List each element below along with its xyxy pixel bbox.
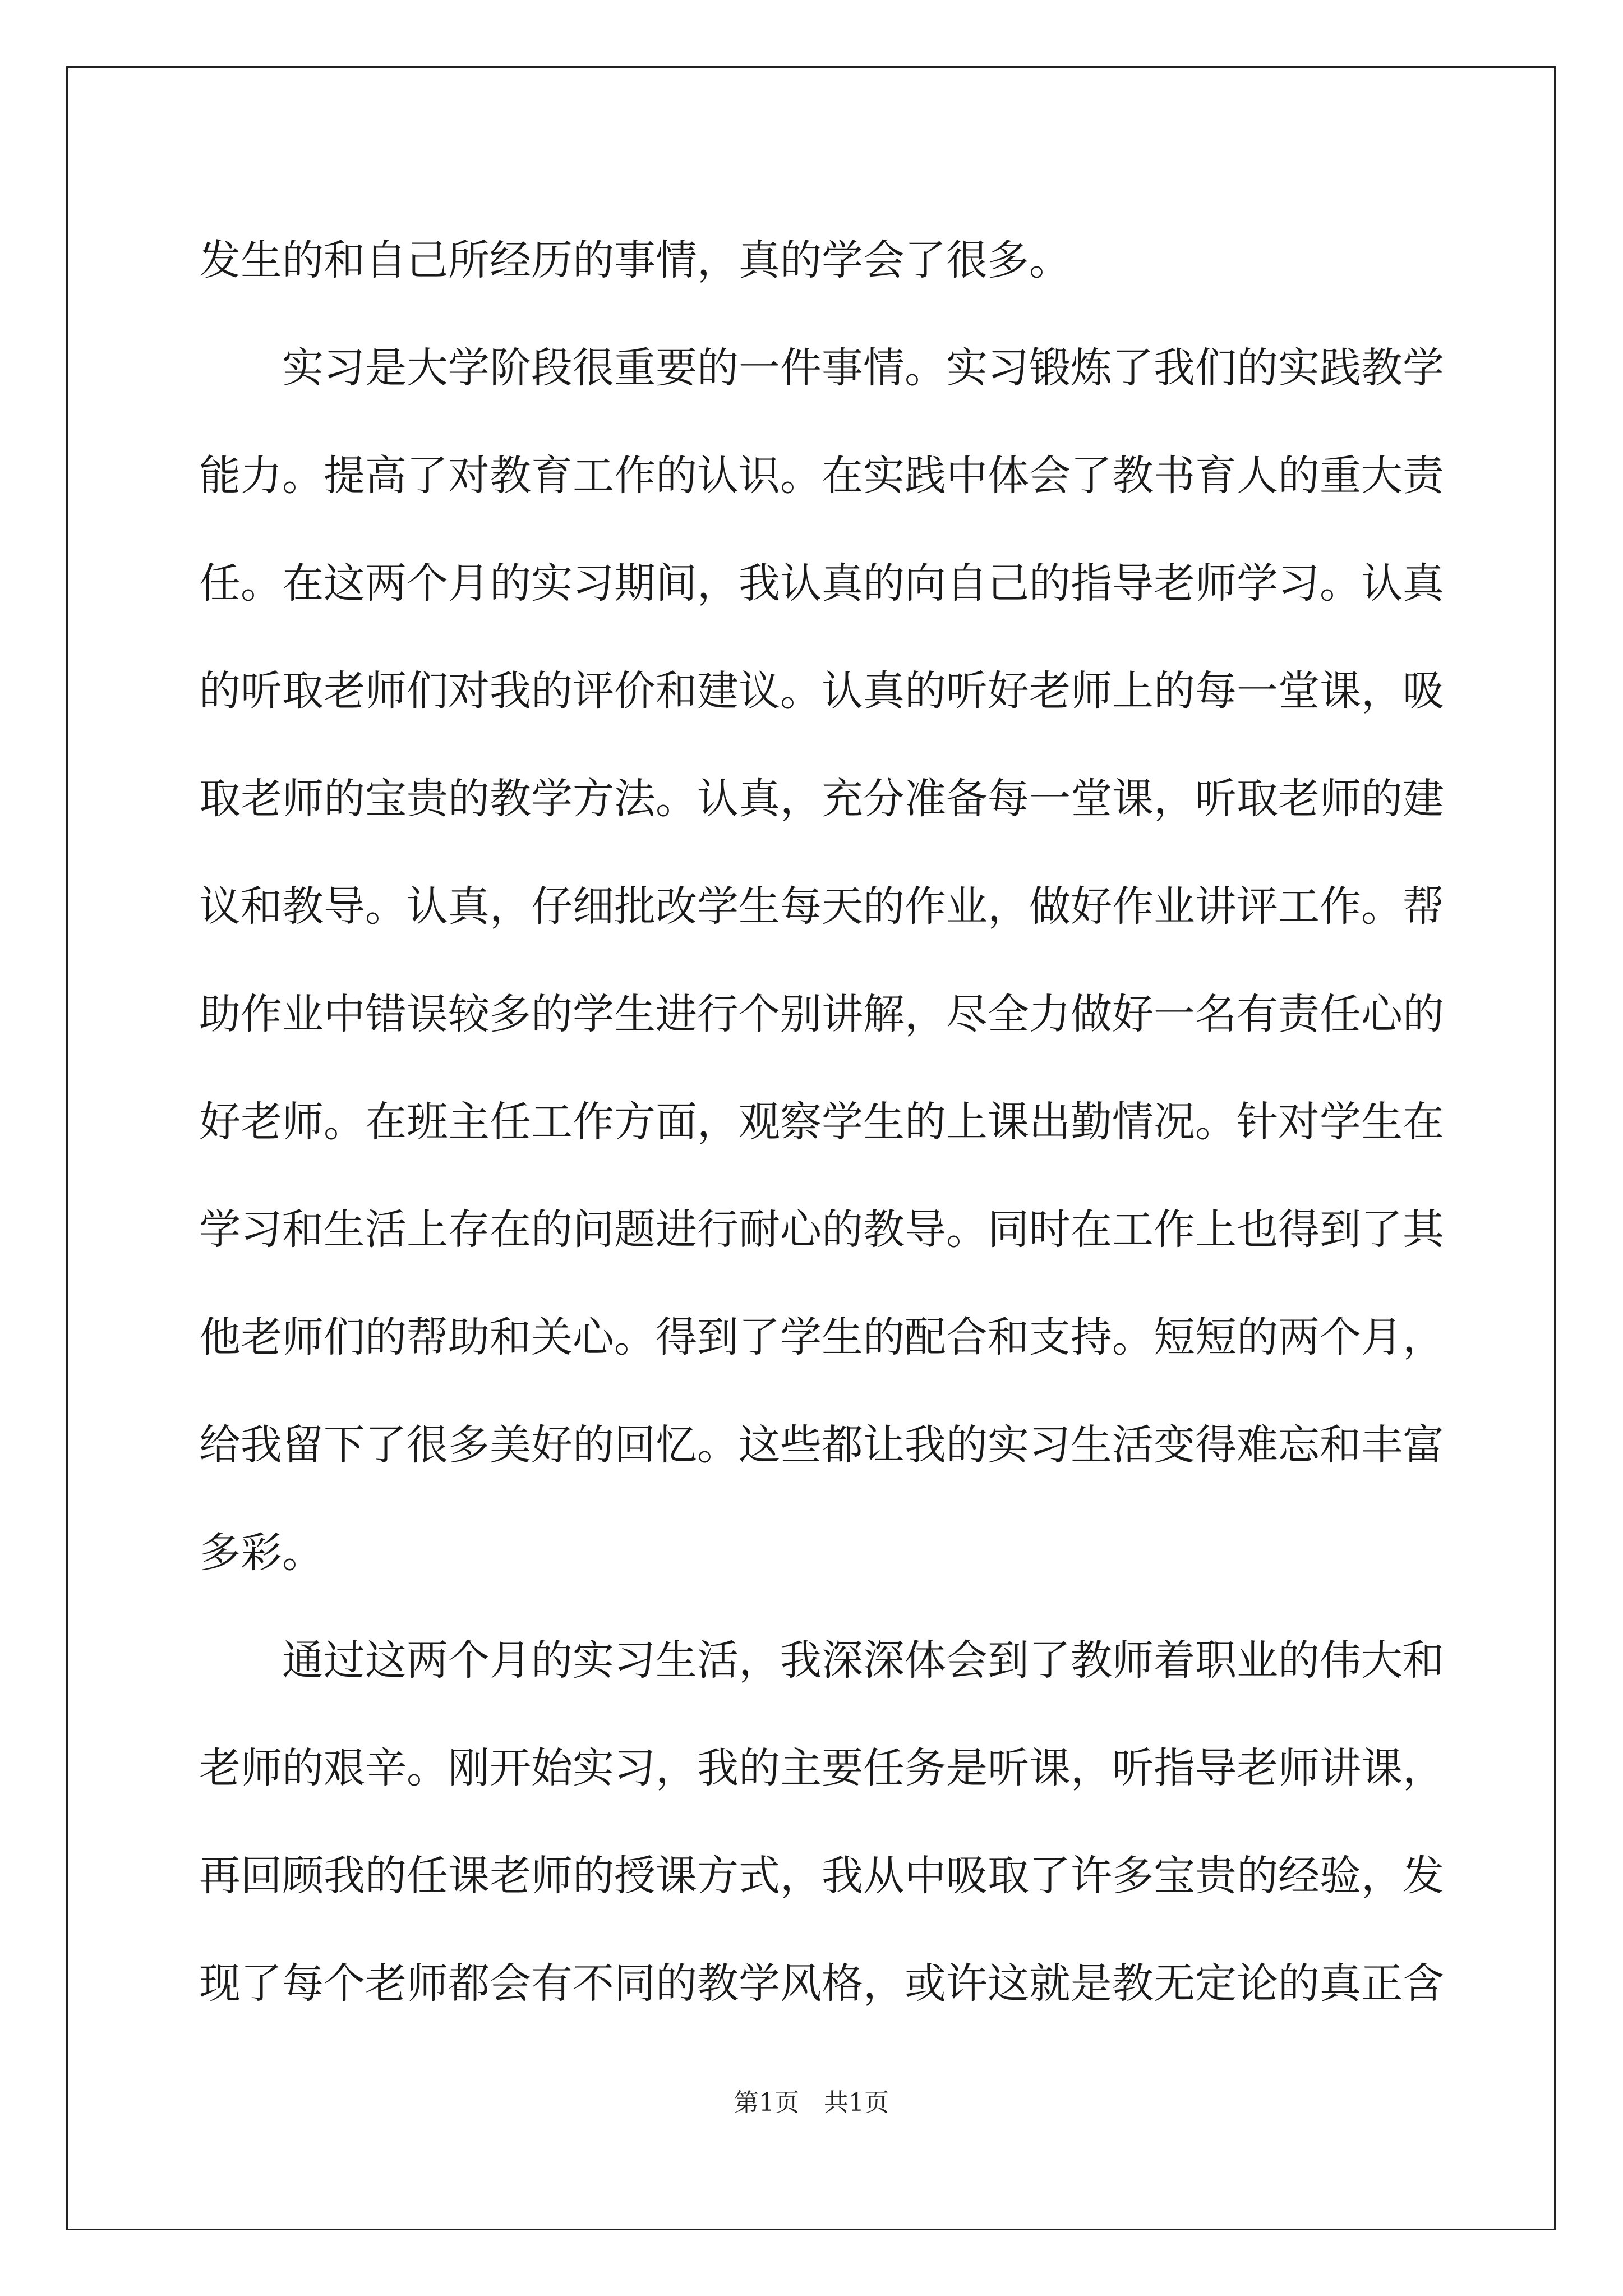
text-line: 多彩。 xyxy=(199,1529,324,1577)
text-line: 实习是大学阶段很重要的一件事情。实习锻炼了我们的实践教学 xyxy=(282,344,1444,392)
text-line: 学习和生活上存在的问题进行耐心的教导。同时在工作上也得到了其 xyxy=(199,1205,1444,1254)
text-line: 老师的艰辛。刚开始实习，我的主要任务是听课，听指导老师讲课， xyxy=(199,1744,1444,1792)
page-footer: 第1页 共1页 xyxy=(734,2088,889,2117)
text-line: 任。在这两个月的实习期间，我认真的向自己的指导老师学习。认真 xyxy=(199,559,1444,608)
text-line: 再回顾我的任课老师的授课方式，我从中吸取了许多宝贵的经验，发 xyxy=(199,1852,1444,1900)
text-line: 助作业中错误较多的学生进行个别讲解，尽全力做好一名有责任心的 xyxy=(199,990,1444,1038)
document-body xyxy=(199,206,1444,2037)
text-line: 通过这两个月的实习生活，我深深体会到了教师着职业的伟大和 xyxy=(282,1636,1444,1685)
text-line: 现了每个老师都会有不同的教学风格，或许这就是教无定论的真正含 xyxy=(199,1959,1444,2008)
text-line: 能力。提高了对教育工作的认识。在实践中体会了教书育人的重大责 xyxy=(199,452,1444,500)
text-line: 发生的和自己所经历的事情，真的学会了很多。 xyxy=(199,236,1071,284)
text-line: 议和教导。认真，仔细批改学生每天的作业，做好作业讲评工作。帮 xyxy=(199,882,1444,931)
text-line: 取老师的宝贵的教学方法。认真，充分准备每一堂课，听取老师的建 xyxy=(199,775,1444,823)
text-line: 给我留下了很多美好的回忆。这些都让我的实习生活变得难忘和丰富 xyxy=(199,1421,1444,1469)
text-line: 他老师们的帮助和关心。得到了学生的配合和支持。短短的两个月， xyxy=(199,1313,1444,1361)
text-line: 的听取老师们对我的评价和建议。认真的听好老师上的每一堂课，吸 xyxy=(199,667,1444,715)
text-line: 好老师。在班主任工作方面，观察学生的上课出勤情况。针对学生在 xyxy=(199,1098,1444,1146)
